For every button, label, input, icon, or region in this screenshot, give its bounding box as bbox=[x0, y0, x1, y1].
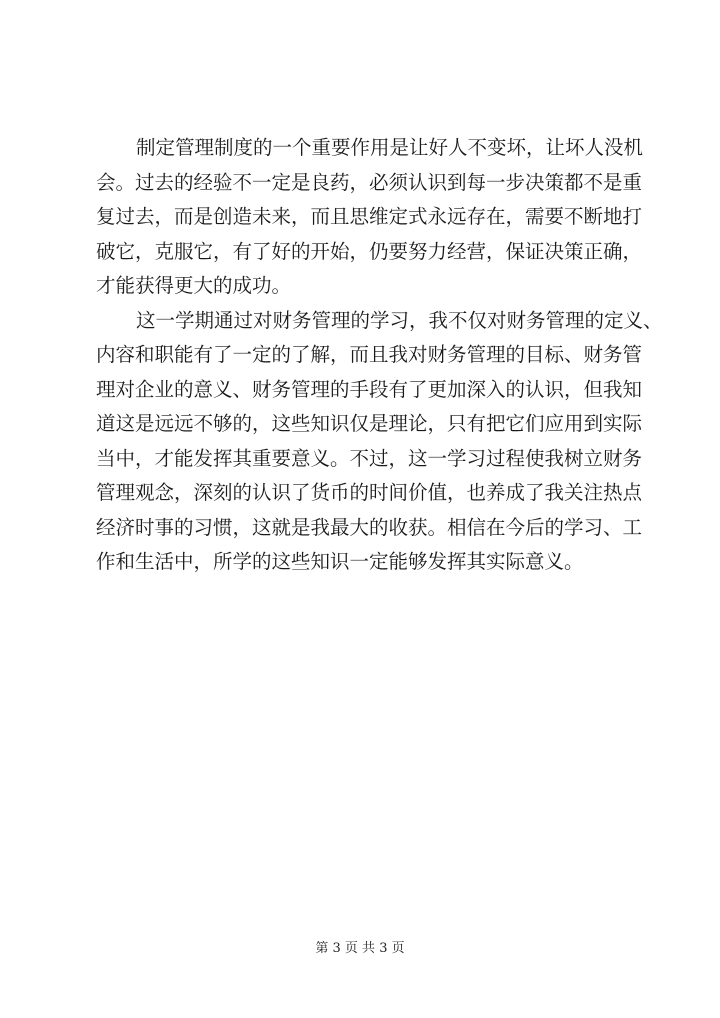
text-line: 会。过去的经验不一定是良药，必须认识到每一步决策都不是重 bbox=[96, 170, 643, 194]
text-line: 管理观念，深刻的认识了货币的时间价值，也养成了我关注热点 bbox=[96, 481, 643, 504]
text-line: 才能获得更大的成功。 bbox=[96, 274, 292, 297]
text-line: 制定管理制度的一个重要作用是让好人不变坏，让坏人没机 bbox=[136, 136, 644, 159]
text-line: 道这是远远不够的，这些知识仅是理论，只有把它们应用到实际 bbox=[96, 412, 643, 435]
paragraph-2 bbox=[96, 304, 663, 580]
text-line: 经济时事的习惯，这就是我最大的收获。相信在今后的学习、工 bbox=[96, 515, 643, 539]
page-number-footer: 第 3 页 共 3 页 bbox=[315, 941, 405, 956]
text-line: 复过去，而是创造未来，而且思维定式永远存在，需要不断地打 bbox=[96, 205, 643, 228]
text-line: 理对企业的意义、财务管理的手段有了更加深入的认识，但我知 bbox=[96, 377, 643, 401]
paragraph-1 bbox=[96, 131, 644, 304]
text-line: 作和生活中，所学的这些知识一定能够发挥其实际意义。 bbox=[96, 550, 584, 573]
text-line: 这一学期通过对财务管理的学习，我不仅对财务管理的定义、 bbox=[136, 308, 663, 332]
text-line: 当中，才能发挥其重要意义。不过，这一学习过程使我树立财务 bbox=[96, 446, 643, 470]
document-body bbox=[96, 131, 663, 580]
text-line: 破它，克服它，有了好的开始，仍要努力经营，保证决策正确， bbox=[96, 239, 643, 263]
text-line: 内容和职能有了一定的了解，而且我对财务管理的目标、财务管 bbox=[96, 343, 643, 366]
